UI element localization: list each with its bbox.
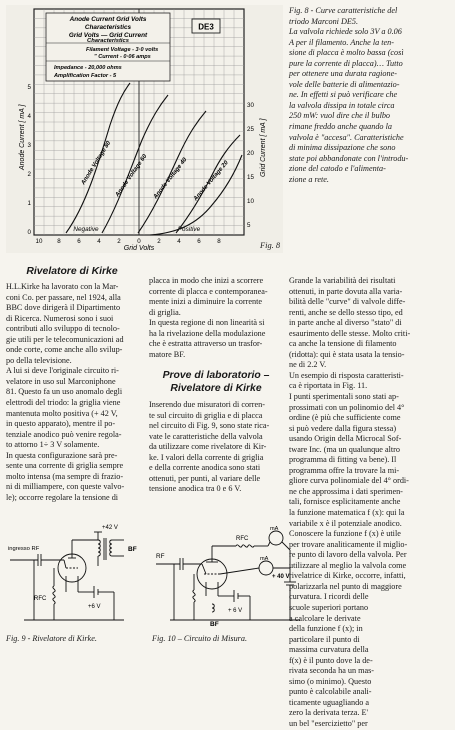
y-left-label: Anode Current [ mA ]	[19, 104, 26, 170]
right-column-line: tware Inc. (ma un qualunque altro	[289, 444, 400, 454]
right-column-line: ne che approssima i dati sperimen-	[289, 486, 403, 496]
left-column-line: velatore in uso sul Marconiphone	[6, 376, 116, 386]
right-column-line: programma offre la trovare la mi-	[289, 465, 400, 475]
right-column-line: ottenuti, in parte dovuta alla varia-	[289, 286, 403, 296]
legend-line-1: Anode Current Grid Volts	[69, 16, 147, 23]
middle-column-line: ottenuti, per punti, al variare delle	[149, 473, 261, 483]
middle-column-line: vate le caratteristiche della valvola	[149, 431, 263, 441]
right-column-line: programma di fitting va bene). Il	[289, 455, 397, 465]
right-column-line: f(x) è il punto dove la de-	[289, 655, 373, 665]
positive-label: Positive	[177, 226, 201, 233]
left-column-line: po della televisione.	[6, 355, 72, 365]
left-column-line: to attorno 1÷ 3 V solamente.	[6, 440, 100, 450]
legend-line-6: " Current - 0·06 amps	[94, 54, 151, 60]
right-axis-tick-label: 15	[247, 174, 254, 181]
figure-10-caption: Fig. 10 – Circuito di Misura.	[152, 634, 247, 643]
x-axis-tick-label: 0	[137, 238, 141, 245]
right-column-line: per trovare analiticamente il miglio-	[289, 539, 408, 549]
right-axis-tick-label: 10	[247, 198, 254, 205]
x-axis-tick-label: 6	[77, 238, 81, 245]
left-column-line: tenziale anodico può venire regola-	[6, 429, 122, 439]
right-column-line: bilità delle "curve" di valvole diffe-	[289, 297, 406, 307]
curve-label-60: Anode Voltage 60	[114, 153, 149, 199]
right-column-line: (ridotta): qui è stata usata la tensio-	[289, 349, 405, 359]
caption-8-line: state poi abbandonate con l'introdu-	[289, 153, 409, 163]
middle-column-line: Inserendo due misuratori di corren-	[149, 400, 265, 409]
lab-heading-line-1: Prove di laboratorio –	[162, 370, 270, 381]
right-column-line: re punto di lavoro della valvola. Per	[289, 550, 407, 560]
middle-column-line: In questa regione di non linearità si	[149, 318, 265, 328]
left-axis-tick-label: 3	[27, 142, 31, 149]
right-column-line: ticamente uguagliando a	[289, 697, 370, 707]
figure-10	[150, 520, 310, 632]
right-column-line: usando Origin della Microcal Sof-	[289, 434, 402, 444]
middle-column-line: placca in modo che inizi a scorrere	[149, 276, 264, 285]
left-column-line: H.L.Kirke ha lavorato con la Mar-	[6, 282, 119, 291]
middle-column-line: tensione anodica tra 0 e 6 V.	[149, 484, 242, 494]
right-column-line: punto è calcolabile anali-	[289, 687, 372, 697]
x-axis-tick-label: 6	[197, 238, 201, 245]
fig10-meter-2	[259, 561, 273, 575]
right-column-line: rivata seconda ha un mas-	[289, 666, 375, 676]
left-column-line: contributi allo sviluppo di tecnolo-	[6, 324, 120, 334]
legend-line-7: Impedance - 20,000 ohms	[54, 65, 122, 71]
fig9-input-label: ingresso RF	[8, 546, 40, 552]
caption-8-line: Fig. 8 - Curve caratteristiche del	[289, 6, 398, 15]
caption-8-line: rimane freddo anche quando la	[289, 122, 392, 132]
right-column-line: della funzione f (x); in	[289, 624, 363, 634]
right-column-line: esaurimento delle stesse. Molto criti-	[289, 328, 411, 338]
fig9-plus42: +42 V	[102, 525, 118, 531]
middle-column-line: mente inizi a diminuire la corrente	[149, 297, 262, 307]
caption-8-line: sione di placca è molto bassa (così	[289, 48, 404, 58]
right-column-line: renti, anche se dello stesso tipo, ed	[289, 307, 403, 317]
fig9-plus6: +6 V	[88, 604, 101, 610]
caption-8-line: La valvola richiede solo 3V a 0.06	[289, 27, 402, 37]
curve-label-80: Anode Voltage 80	[80, 140, 113, 187]
right-column-line: un bel "esercizietto" per	[289, 718, 368, 728]
figure-8-chart	[6, 5, 283, 253]
caption-8-line: A per il filamento. Anche la ten-	[289, 37, 394, 47]
right-column-line: rivelatrice di Kirke, occorre, infatti,	[289, 571, 406, 581]
caption-8-line: triodo Marconi DE5.	[289, 16, 359, 26]
x-axis-tick-label: 4	[177, 238, 181, 245]
fig10-rfc: RFC	[236, 536, 249, 542]
figure-9-circuit	[4, 520, 144, 632]
x-axis-tick-label: 10	[35, 238, 43, 245]
curve-label-20: Anode Voltage 20	[192, 160, 230, 203]
right-column-line: polarizzarla nel punto di maggiore	[289, 581, 402, 591]
left-column-line: elettrodi del triodo: la griglia viene	[6, 398, 121, 408]
caption-8-line: vole delle batterie di alimentazio-	[289, 79, 400, 89]
right-column-line: I punti sperimentali sono stati ap-	[289, 392, 399, 402]
section-title-kirke: Rivelatore di Kirke	[26, 266, 118, 277]
fig9-rfc: RFC	[34, 596, 47, 602]
left-column-line: le); occorre regolare la tensione di	[6, 492, 119, 502]
fig9-bf: BF	[128, 546, 137, 553]
left-column-line: BBC dove dirigerà il Dipartimento	[6, 303, 121, 313]
legend-line-3: Grid Volts — Grid Current	[68, 32, 148, 39]
legend-line-4: Characteristics	[87, 38, 129, 44]
fig10-meter-1	[269, 531, 283, 545]
caption-8-line: valvola è "accesa". Caratteristiche	[289, 132, 404, 142]
right-column-line: zero la derivata terza. E'	[289, 708, 368, 718]
left-column-line: di Ricerca. Numerosi sono i suoi	[6, 313, 114, 323]
right-column-text	[289, 276, 451, 730]
lab-heading-line-2: Rivelatore di Kirke	[170, 382, 262, 394]
fig10-ma-2: mA	[260, 556, 269, 562]
middle-column-text-1	[149, 276, 283, 360]
figure-8-label: Fig. 8	[260, 241, 281, 250]
fig10-rf: RF	[156, 553, 165, 560]
left-column-line: ni di milliampere, con queste valvo-	[6, 482, 125, 492]
middle-column-text-2	[149, 400, 283, 495]
right-column-line: Grande la variabilità dei risultati	[289, 276, 396, 285]
middle-column-line: di griglia.	[149, 307, 181, 317]
caption-8-line: zione a rete.	[289, 174, 329, 184]
left-axis-tick-label: 4	[27, 113, 31, 120]
left-axis-tick-label: 0	[27, 229, 31, 236]
right-column-line: simo (o minimo). Questo	[289, 676, 372, 686]
left-column-line: coni Co. per passare, nel 1924, alla	[6, 292, 121, 302]
right-axis-tick-label: 30	[247, 102, 254, 109]
right-axis-tick-label: 25	[247, 126, 254, 133]
left-column-line: molto intensa (ma sempre di frazio-	[6, 471, 124, 481]
right-column-line: Un esempio di risposta caratteristi-	[289, 370, 404, 380]
left-axis-tick-label: 2	[27, 171, 31, 178]
middle-column-line: e della corrente anodica sono stati	[149, 463, 261, 473]
figure-10-circuit	[150, 520, 310, 632]
right-column-line: utilizzare al meglio la valvola come	[289, 560, 407, 570]
caption-8-line: zione del catodo e l'alimenta-	[289, 164, 386, 174]
right-column-line: prossimati con un polinomio del 4°	[289, 402, 405, 412]
tube-label: DE3	[198, 22, 214, 32]
left-column-line: in questo apparato), mentre il po-	[6, 419, 116, 429]
middle-column-line: da utilizzare come rivelatore di Kir-	[149, 442, 267, 452]
x-axis-tick-label: 2	[117, 238, 121, 245]
fig10-plus40: + 40 V	[272, 574, 290, 580]
y-right-label: Grid Current [ mA ]	[260, 118, 267, 177]
left-axis-tick-label: 5	[27, 84, 31, 91]
x-axis-tick-label: 8	[217, 238, 221, 245]
figure-9-caption: Fig. 9 - Rivelatore di Kirke.	[6, 634, 97, 643]
right-column-line: particolare il punto di	[289, 634, 360, 644]
caption-8-line: ne. In effetti si può verificare che	[289, 90, 398, 100]
figure-8-caption	[289, 6, 451, 185]
left-column-line: In questa configurazione sarà pre-	[6, 450, 118, 460]
middle-column-line: ke. I valori della corrente di griglia	[149, 452, 264, 462]
right-column-line: tali, fornisce esplicitamente anche	[289, 497, 401, 507]
negative-label: Negative	[73, 226, 99, 233]
right-column-line: massima curvatura della	[289, 645, 369, 655]
fig10-ma-1: mA	[270, 526, 279, 532]
right-column-line: in parte anche al diverso "stato" di	[289, 318, 402, 328]
right-column-line: curvatura. I ricordi delle	[289, 592, 369, 602]
middle-column-line: nel circuito di Fig. 9, sono state rica-	[149, 421, 270, 431]
right-axis-tick-label: 20	[247, 150, 254, 157]
curve-label-40: Anode Voltage 40	[152, 157, 189, 201]
left-column-line: sente una corrente di griglia sempre	[6, 461, 124, 471]
right-column-line: variabile x è il potenziale anodico.	[289, 518, 402, 528]
middle-column-line: che è estratta attraverso un trasfor-	[149, 339, 263, 349]
middle-column-line: ha la rivelazione della modulazione	[149, 328, 266, 338]
x-axis-label: Grid Volts	[123, 245, 155, 252]
right-column-line: ca è riportata in Fig. 11.	[289, 381, 368, 391]
legend-line-5: Filament Voltage - 3·0 volts	[86, 47, 159, 53]
section-title-lab	[149, 370, 283, 395]
middle-column-line: te sul circuito di griglia e di placca	[149, 410, 263, 420]
caption-8-line: di minima dissipazione che sono	[289, 143, 396, 153]
right-column-line: scuole superiori portano	[289, 602, 369, 612]
right-column-line: a calcolare le derivate	[289, 613, 361, 623]
legend-line-8: Amplification Factor - 5	[54, 73, 117, 79]
right-column-line: Conoscere la funzione f (x) è utile	[289, 529, 401, 539]
x-axis-tick-label: 8	[57, 238, 61, 245]
fig10-plus6: + 6 V	[228, 608, 243, 614]
right-column-line: gliore curva polinomiale del 4° ordi-	[289, 476, 409, 486]
middle-column-line: corrente di placca e contemporanea-	[149, 286, 268, 296]
fig10-bf: BF	[210, 621, 219, 628]
left-column-text	[6, 282, 141, 503]
legend-line-2: Characteristics	[84, 24, 132, 31]
right-axis-tick-label: 5	[247, 222, 251, 229]
left-column-line: onde corte, come anche allo svilup-	[6, 345, 123, 355]
x-axis-tick-label: 2	[157, 238, 161, 245]
caption-8-line: pure la corrente di placca)… Tutto	[289, 58, 403, 68]
x-axis-tick-label: 4	[97, 238, 101, 245]
middle-column-line: matore BF.	[149, 349, 186, 359]
right-column-line: ordine (è più che sufficiente come	[289, 413, 401, 423]
caption-8-line: 250 mW: vuol dire che il bulbo	[289, 111, 391, 121]
left-column-line: gie utili per le telecomunicazioni ad	[6, 334, 124, 344]
left-column-line: mantenuta molto positiva (+ 42 V,	[6, 408, 118, 418]
left-column-line: 81. Questo fa un uso anomalo degli	[6, 387, 123, 397]
right-column-line: ne di 2.2 V.	[289, 360, 327, 370]
caption-8-line: la valvola dissipa in totale circa	[289, 100, 395, 110]
right-column-line: si può vedere dalla figura stessa)	[289, 423, 397, 433]
caption-8-line: per ottenere una durata ragione-	[289, 69, 397, 79]
figure-9	[4, 520, 144, 632]
left-axis-tick-label: 1	[27, 200, 31, 207]
right-column-line: ca anche la tensione di filamento	[289, 339, 397, 349]
figure-8	[6, 5, 283, 253]
right-column-line: la funzione matematica f (x): qui la	[289, 508, 405, 518]
left-column-line: A lui si deve l'originale circuito ri-	[6, 366, 119, 376]
